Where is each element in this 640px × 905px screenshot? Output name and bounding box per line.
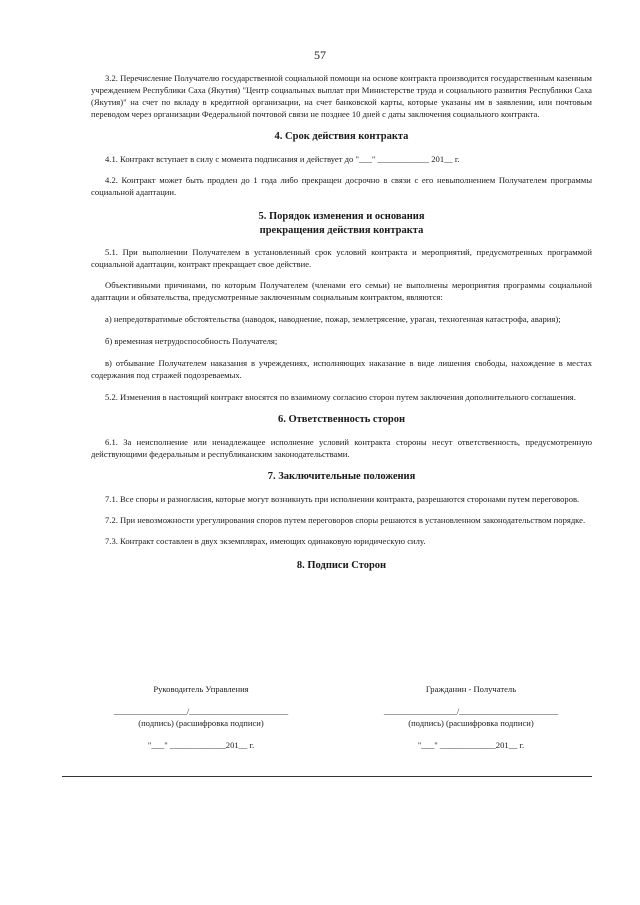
section-8-heading: 8. Подписи Сторон xyxy=(296,560,387,571)
section-4-heading: 4. Срок действия контракта xyxy=(274,131,409,142)
paragraph-7-3: 7.3. Контракт составлен в двух экземплярах, имеющих одинаковую юридическую силу. xyxy=(105,536,426,546)
signature-right-caption: (подпись) (расшифровка подписи) xyxy=(408,718,534,728)
signature-left-line: _________________/_______________________ xyxy=(113,706,289,716)
paragraph-7-1: 7.1. Все споры и разногласия, которые могут возникнуть при исполнении контракта, разрешаются сторонами путем переговоров. xyxy=(105,494,580,504)
section-7-heading: 7. Заключительные положения xyxy=(267,471,416,482)
signature-right-date: "___" _____________201__ г. xyxy=(417,740,525,750)
paragraph-4-2: 4.2. Контракт может быть продлен до 1 года либо прекращен досрочно в связи с его невыполнением Получателем программы социальной адаптации. xyxy=(91,175,592,197)
signature-right-line: _________________/_______________________ xyxy=(383,706,559,716)
paragraph-5-2: 5.2. Изменения в настоящий контракт вносятся по взаимному согласию сторон путем заключения дополнительного соглашения. xyxy=(105,392,576,402)
signature-left-role: Руководитель Управления xyxy=(153,684,249,694)
section-6-heading: 6. Ответственность сторон xyxy=(277,414,405,425)
paragraph-4-1: 4.1. Контракт вступает в силу с момента подписания и действует до "___" ____________ 201__ г. xyxy=(105,154,460,164)
paragraph-7-2: 7.2. При невозможности урегулирования споров путем переговоров споры решаются в установленном законодательством порядке. xyxy=(105,515,586,525)
paragraph-3-2: 3.2. Перечисление Получателю государственной социальной помощи на основе контракта производится государственным казенным учреждением Республики Саха (Якутия) "Центр социальных выплат при Министерстве труда и социального развития Республики Саха (Якутия)" на счет по вкладу в кредитной организации, на счет банковской карты, которые указаны им в заявлении, или почтовым переводом через организации Федеральной почтовой связи не позднее 10 дней с даты заключения социального контракта. xyxy=(91,73,592,119)
section-5-heading-line-2: прекращения действия контракта xyxy=(259,225,424,236)
paragraph-5-item-a: а) непредотвратимые обстоятельства (наводок, наводнение, пожар, землетрясение, ураган, техногенная катастрофа, авария); xyxy=(105,314,561,324)
document-body xyxy=(91,72,592,573)
paragraph-5-objective-reasons: Объективными причинами, по которым Получателем (членами его семьи) не выполнены мероприятия программы социальной адаптации и обязательства, предусмотренные заключенным социальным контрактом, являются: xyxy=(91,280,592,302)
section-5-heading-line-1: 5. Порядок изменения и основания xyxy=(258,211,425,222)
signature-right-role: Гражданин - Получатель xyxy=(425,684,517,694)
paragraph-5-1: 5.1. При выполнении Получателем в установленный срок условий контракта и мероприятий, предусмотренных программой социальной адаптации, контракт прекращает свое действие. xyxy=(91,247,592,269)
page-number: 57 xyxy=(314,48,326,62)
signature-left-caption: (подпись) (расшифровка подписи) xyxy=(138,718,264,728)
bottom-divider xyxy=(62,776,592,777)
paragraph-5-item-c: в) отбывание Получателем наказания в учреждениях, исполняющих наказание в виде лишения свободы, нахождение в местах содержания под стражей подозреваемых. xyxy=(91,358,592,380)
signature-block xyxy=(91,683,592,753)
paragraph-5-item-b: б) временная нетрудоспособность Получателя; xyxy=(105,336,278,346)
signature-left-date: "___" _____________201__ г. xyxy=(147,740,255,750)
paragraph-6-1: 6.1. За неисполнение или ненадлежащее исполнение условий контракта стороны несут ответственность, предусмотренную действующими федеральным и республиканским законодательствами. xyxy=(91,437,592,459)
